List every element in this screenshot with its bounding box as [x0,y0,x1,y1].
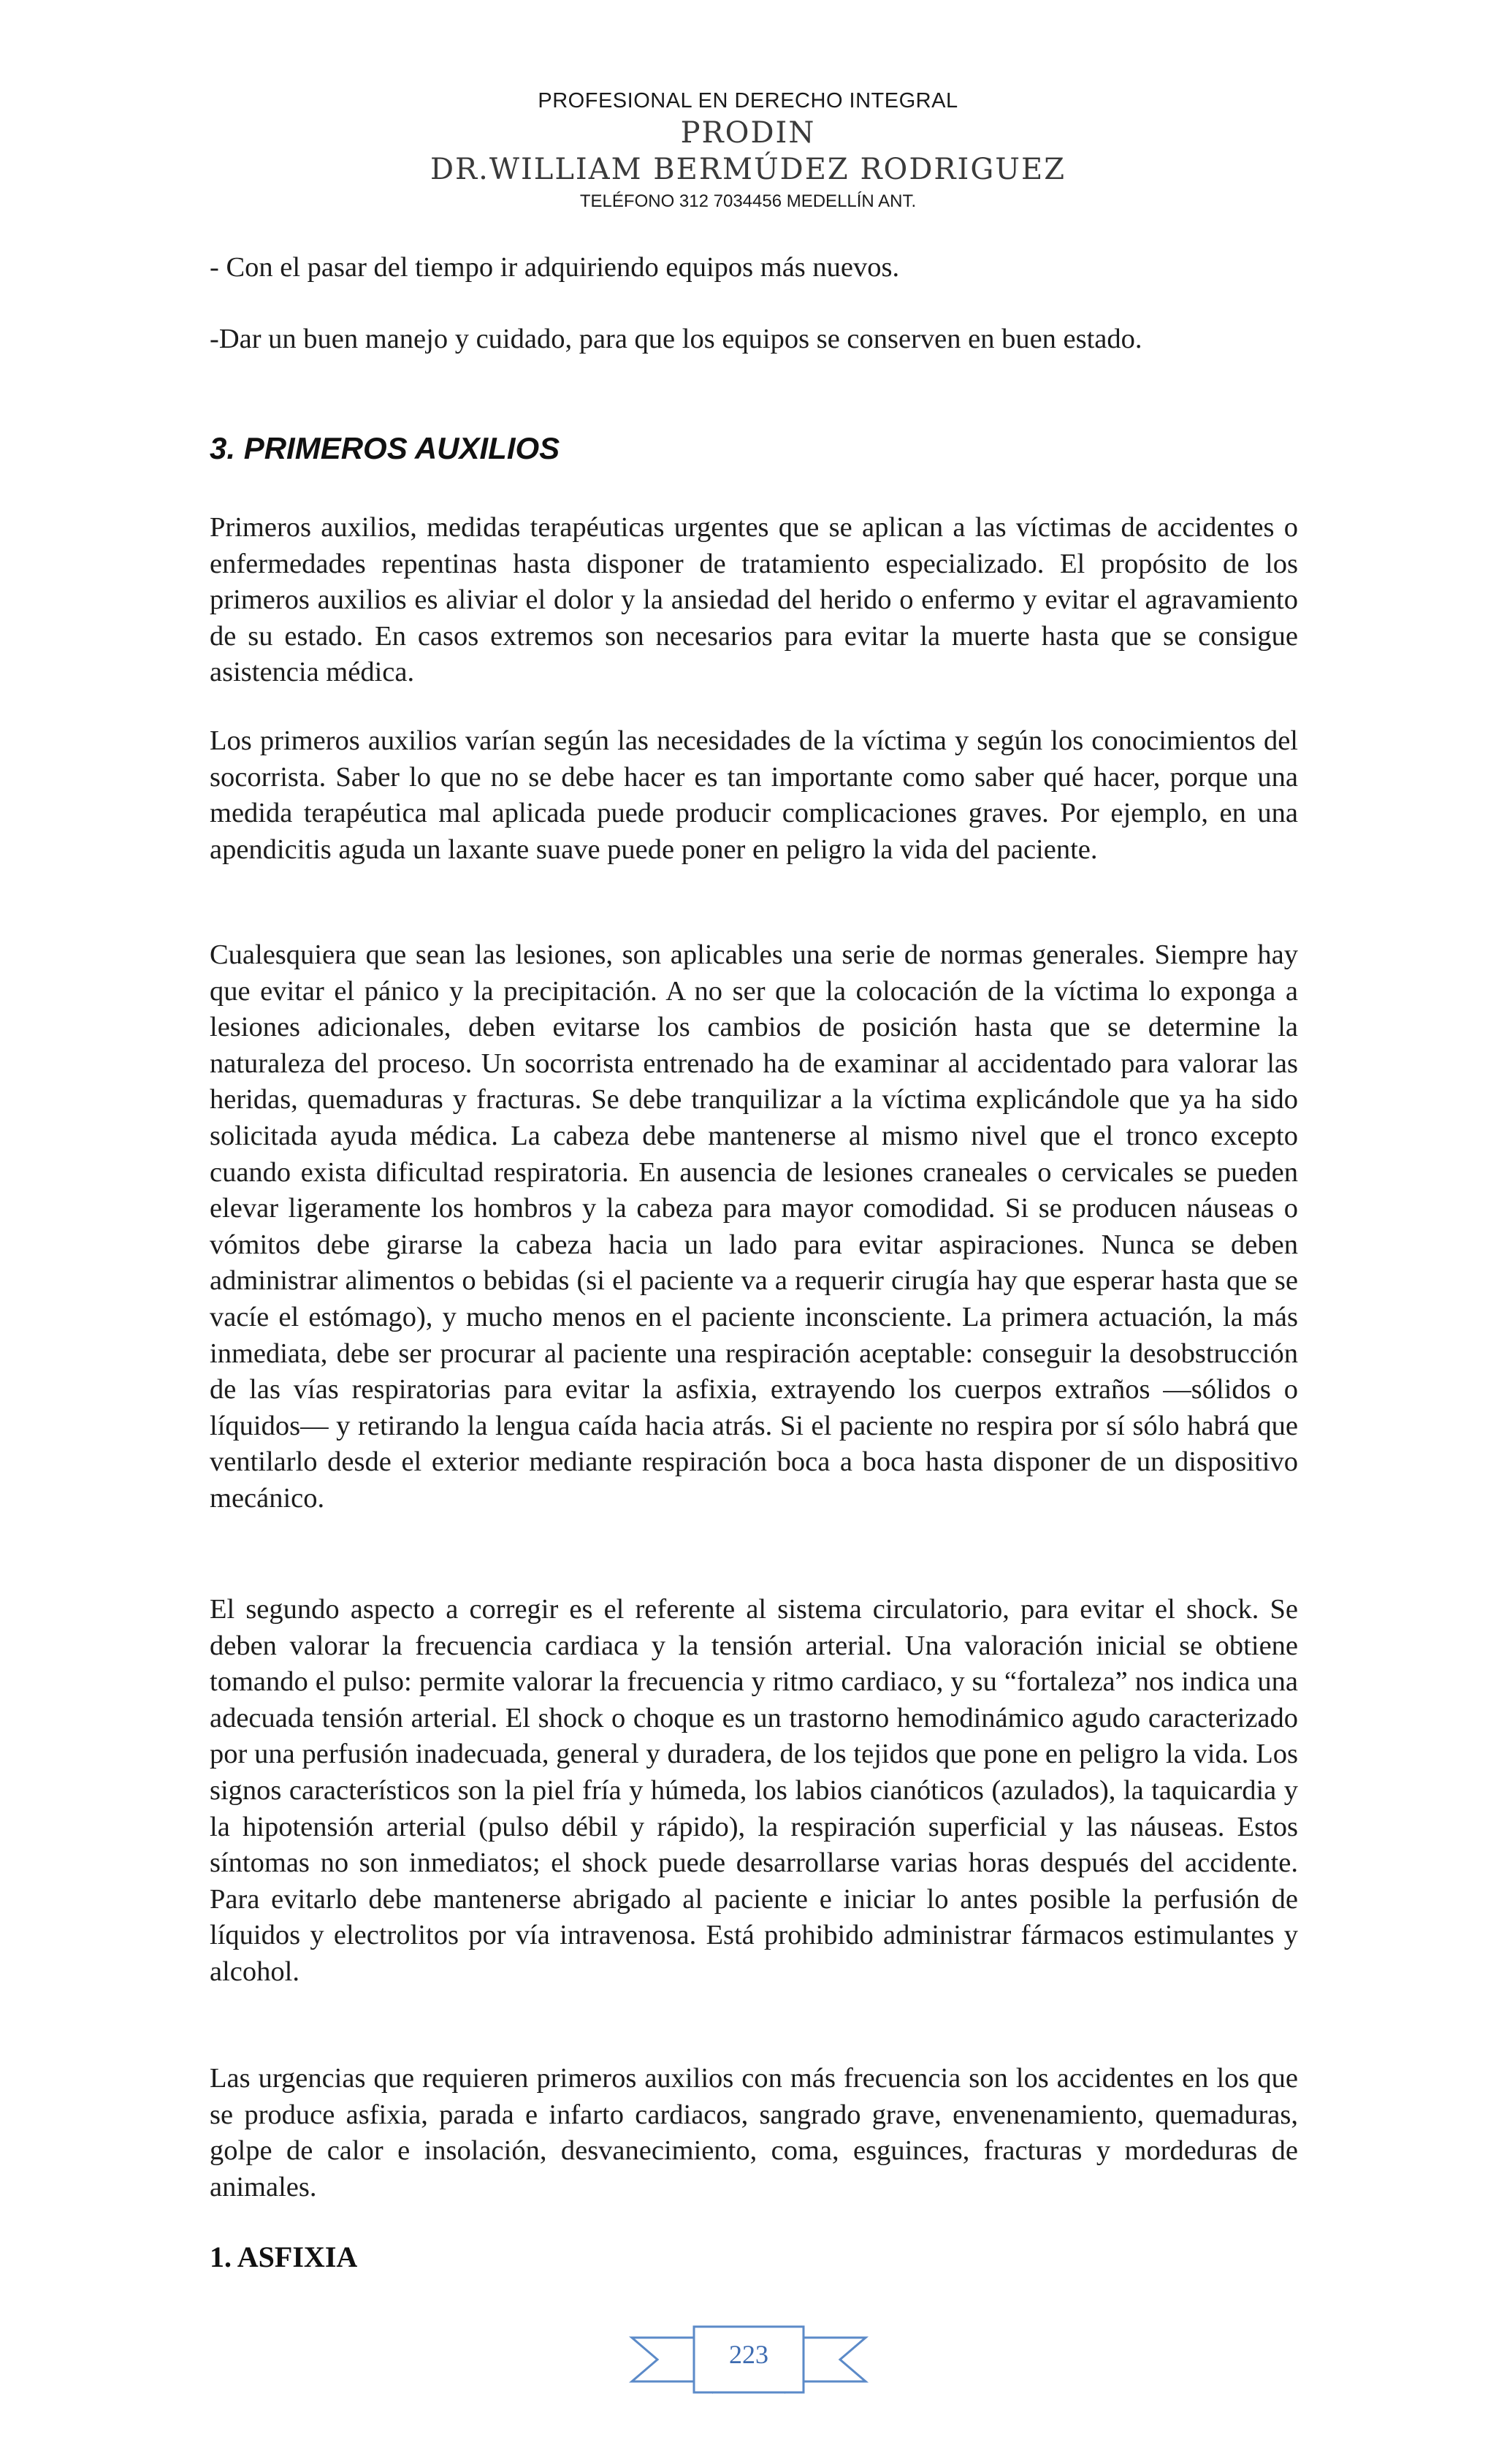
section-heading: 3. PRIMEROS AUXILIOS [210,431,560,465]
paragraph [210,2061,1298,2205]
bullet-text: - Con el pasar del tiempo ir adquiriendo equipos más nuevos. [210,252,900,283]
letterhead-attorney-name: DR.WILLIAM BERMÚDEZ RODRIGUEZ [430,153,1066,186]
paragraph-text: El segundo aspecto a corregir es el referente al sistema circulatorio, para evitar el shock. Se deben valorar la frecuencia cardiaca y la tensión arterial. Una valoración inicial se obtiene tomando el pulso: permite valorar la frecuencia y ritmo cardiaco, y su “fortaleza” nos indica una adecuada tensión arterial. El shock o choque es un trastorno hemodinámico agudo caracterizado por una perfusión inadecuada, general y duradera, de los tejidos que pone en peligro la vida. Los signos característicos son la piel fría y húmeda, los labios cianóticos (azulados), la taquicardia y la hipotensión arterial (pulso débil y rápido), la respiración superficial y las náuseas. Estos síntomas no son inmediatos; el shock puede desarrollarse varias horas después del accidente. Para evitarlo debe mantenerse abrigado al paciente e iniciar lo antes posible la perfusión de líquidos y electrolitos por vía intravenosa. Está prohibido administrar fármacos estimulantes y alcohol. [210,1594,1298,1987]
letterhead-profession: PROFESIONAL EN DERECHO INTEGRAL [538,89,958,112]
subsection-heading: 1. ASFIXIA [210,2240,358,2273]
letterhead-firm-name: PRODIN [680,116,816,150]
paragraph-text: Cualesquiera que sean las lesiones, son aplicables una serie de normas generales. Siempre hay que evitar el pánico y la precipitación. A no ser que la colocación de la víctima lo exponga a lesiones adicionales, deben evitarse los cambios de posición hasta que se determine la naturaleza del proceso. Un socorrista entrenado ha de examinar al accidentado para valorar las heridas, quemaduras y fracturas. Se debe tranquilizar a la víctima explicándole que ya ha sido solicitada ayuda médica. La cabeza debe mantenerse al mismo nivel que el tronco excepto cuando exista dificultad respiratoria. En ausencia de lesiones craneales o cervicales se pueden elevar ligeramente los hombros y la cabeza para mayor comodidad. Si se producen náuseas o vómitos debe girarse la cabeza hacia un lado para evitar aspiraciones. Nunca se deben administrar alimentos o bebidas (si el paciente va a requerir cirugía hay que esperar hasta que se vacíe el estómago), y mucho menos en el paciente inconsciente. La primera actuación, la más inmediata, debe ser procurar al paciente una respiración aceptable: conseguir la desobstrucción de las vías respiratorias para evitar la asfixia, extrayendo los cuerpos extraños —sólidos o líquidos— y retirando la lengua caída hacia atrás. Si el paciente no respira por sí sólo habrá que ventilarlo desde el exterior mediante respiración boca a boca hasta disponer de un dispositivo mecánico. [210,939,1298,1514]
bullet-item [210,250,1298,286]
paragraph-text: Las urgencias que requieren primeros auxilios con más frecuencia son los accidentes en los que se produce asfixia, parada e infarto cardiacos, sangrado grave, envenenamiento, quemaduras, golpe de calor e insolación, desvanecimiento, coma, esguinces, fracturas y mordeduras de animales. [210,2063,1298,2202]
paragraph [210,937,1298,1517]
letterhead [0,86,1496,215]
letterhead-phone: TELÉFONO 312 7034456 MEDELLÍN ANT. [579,191,917,211]
paragraph-text: Los primeros auxilios varían según las necesidades de la víctima y según los conocimientos del socorrista. Saber lo que no se debe hacer es tan importante como saber qué hacer, porque una medida terapéutica mal aplicada puede producir complicaciones graves. Por ejemplo, en una apendicitis aguda un laxante suave puede poner en peligro la vida del paciente. [210,725,1298,865]
paragraph-text: Primeros auxilios, medidas terapéuticas urgentes que se aplican a las víctimas de accidentes o enfermedades repentinas hasta disponer de tratamiento especializado. El propósito de los primeros auxilios es aliviar el dolor y la ansiedad del herido o enfermo y evitar el agravamiento de su estado. En casos extremos son necesarios para evitar la muerte hasta que se consigue asistencia médica. [210,512,1298,688]
banner-left-ribbon [632,2338,698,2381]
paragraph [210,1592,1298,1991]
bullet-item [210,321,1298,358]
paragraph [210,723,1298,868]
paragraph [210,510,1298,691]
bullet-text: -Dar un buen manejo y cuidado, para que los equipos se conserven en buen estado. [210,324,1142,354]
banner-right-ribbon [800,2338,866,2381]
page-number: 223 [729,2340,768,2369]
